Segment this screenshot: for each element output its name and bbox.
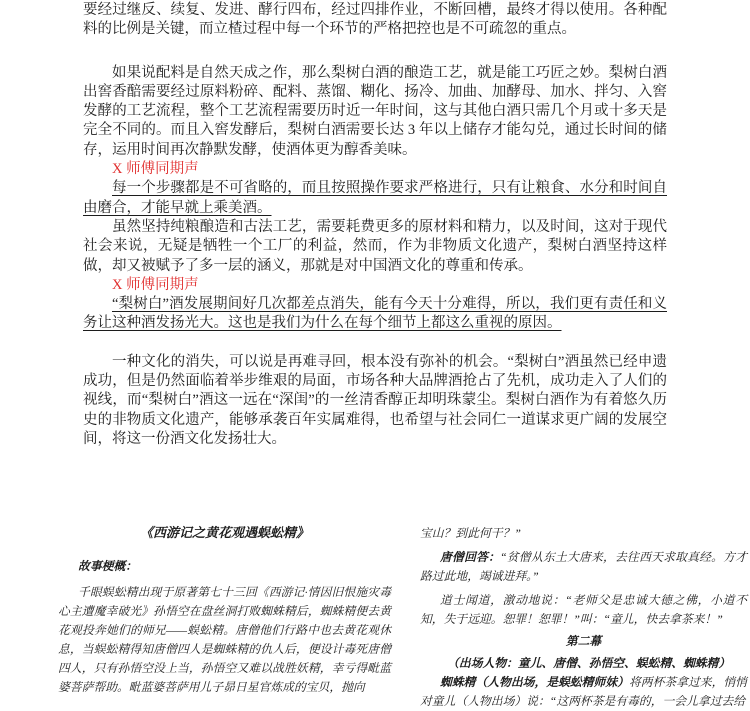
main-article	[83, 1, 667, 449]
act-heading: 第二幕	[565, 634, 602, 648]
dialogue-taoist: 道士闻道，激动地说：“老师父是忠诚大德之佛，小道不知，失于远迎。恕罪！恕罪！”叫：“童儿，快去拿茶来！”	[420, 593, 747, 626]
interview-quote: 每一个步骤都是不可省略的，而且按照操作要求严格进行，只有让粮食、水分和时间自由磨合，才能早就上乘美酒。	[83, 180, 667, 216]
synopsis-text: 千眼蜈蚣精出现于原著第七十三回《西游记·情因旧恨施灾毒 心主遭魔幸破光》孙悟空在盘丝洞打败蜘蛛精后，蜘蛛精便去黄花观投奔她们的师兄——蜈蚣精。唐僧他们行路中也去黄花观休息，当蜈蚣精得知唐僧四人是蜘蛛精的仇人后，便设计毒死唐僧四人，只有孙悟空没上当，孙悟空又难以战胜妖精，幸亏得毗蓝婆菩萨帮助。毗蓝婆菩萨用儿子昴日星官炼成的宝贝，抛向	[58, 585, 391, 694]
sync-sound-label: X 师傅同期声	[112, 161, 199, 178]
speaker-name: 蜘蛛精（人物出场，是蜈蚣精师妹）	[440, 675, 629, 689]
synopsis-label: 故事梗概：	[78, 559, 138, 573]
article-paragraph-continuation: 要经过继反、续复、发进、酵行四布，经过四排作业，不断回槽，最终才得以使用。各种配料的比例是关键，而立楂过程中每一个环节的严格把控也是不可疏忽的重点。	[83, 2, 667, 38]
dialogue-text: “贫僧从东土大唐来，去往西天求取真经。方才路过此地，竭诚进拜。”	[420, 550, 747, 583]
stage-direction-text: 将两杯茶拿过来，悄悄对童儿（人物出场）说：“这两杯茶是有毒的，一会儿拿过去给	[420, 675, 747, 708]
cast-list-line: （出场人物：童儿、唐僧、孙悟空、蜈蚣精、蜘蛛精）	[447, 656, 731, 670]
speaker-name: 唐僧回答：	[440, 550, 501, 564]
stage-direction-spider	[420, 673, 747, 711]
article-paragraph: 如果说配料是自然天成之作，那么梨树白酒的酿造工艺，就是能工巧匠之妙。梨树白酒出窖香醅需要经过原料粉碎、配料、蒸馏、糊化、扬冷、加曲、加酵母、加水、拌匀、入窖发酵的工艺流程，整个工艺流程需要历时近一年时间，这与其他白酒只需几个月或十多天是完全不同的。而且入窖发酵后，梨树白酒需要长达 3 年以上储存才能勾兑，通过长时间的储存，运用时间再次静默发酵，使酒体更为醇香美味。	[83, 64, 667, 158]
article-paragraph: 虽然坚持纯粮酿造和古法工艺，需要耗费更多的原材料和精力，以及时间，这对于现代社会来说，无疑是牺牲一个工厂的利益，然而，作为非物质文化遗产，梨树白酒坚持这样做，却又被赋予了多一层的涵义，那就是对中国酒文化的尊重和传承。	[83, 218, 667, 274]
article-paragraph: 一种文化的消失，可以说是再难寻回，根本没有弥补的机会。“梨树白”酒虽然已经申遗成功，但是仍然面临着举步维艰的局面，市场各种大品牌酒抢占了先机，成功走入了人们的视线，而“梨树白”酒这一远在“深闺”的一丝清香醇正却明珠蒙尘。梨树白酒作为有着悠久历史的非物质文化遗产，能够承袭百年实属难得，也希望与社会同仁一道谋求更广阔的发展空间，将这一份酒文化发扬壮大。	[83, 353, 667, 447]
interview-quote: “梨树白”酒发展期间好几次都差点消失，能有今天十分难得，所以，我们更有责任和义务让这种酒发扬光大。这也是我们为什么在每个细节上都这么重视的原因。	[83, 296, 667, 332]
dialogue-tang-monk	[420, 548, 747, 586]
dialogue-carryover-line: 宝山？到此何干？”	[420, 526, 521, 540]
script-page-left	[58, 522, 391, 697]
sync-sound-label: X 师傅同期声	[112, 276, 199, 293]
script-page-right	[420, 524, 747, 711]
script-title: 《西游记之黄花观遇蜈蚣精》	[139, 525, 309, 540]
